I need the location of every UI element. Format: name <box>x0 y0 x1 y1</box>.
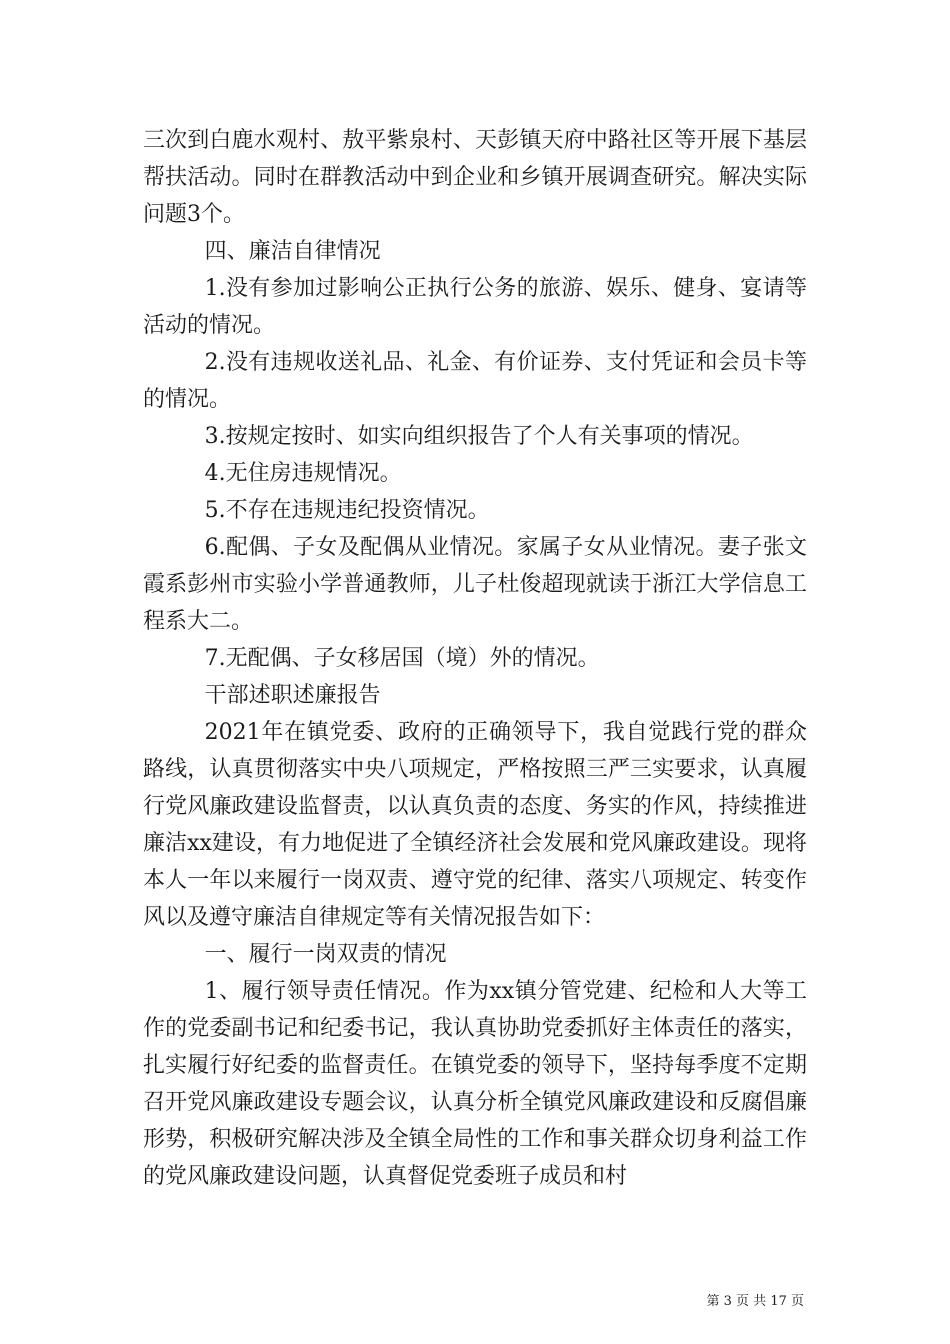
list-item-3: 3.按规定按时、如实向组织报告了个人有关事项的情况。 <box>204 424 754 449</box>
document-body <box>143 122 807 1195</box>
list-item-5: 5.不存在违规违纪投资情况。 <box>204 498 490 523</box>
report-intro-paragraph: 2021年在镇党委、政府的正确领导下，我自觉践行党的群众路线，认真贯彻落实中央八项规定，严格按照三严三实要求，认真履行党风廉政建设监督责，以认真负责的态度、务实的作风，持续推进廉洁xx建设，有力地促进了全镇经济社会发展和党风廉政建设。现将本人一年以来履行一岗双责、遵守党的纪律、落实八项规定、转变作风以及遵守廉洁自律规定等有关情况报告如下： <box>143 720 807 930</box>
list-item-6: 6.配偶、子女及配偶从业情况。家属子女从业情况。妻子张文霞系彭州市实验小学普通教师，儿子杜俊超现就读于浙江大学信息工程系大二。 <box>143 535 807 634</box>
list-item-1: 1.没有参加过影响公正执行公务的旅游、娱乐、健身、宴请等活动的情况。 <box>143 276 807 338</box>
duties-paragraph-1: 1、履行领导责任情况。作为xx镇分管党建、纪检和人大等工作的党委副书记和纪委书记，我认真协助党委抓好主体责任的落实，扎实履行好纪委的监督责任。在镇党委的领导下，坚持每季度不定期召开党风廉政建设专题会议，认真分析全镇党风廉政建设和反腐倡廉形势，积极研究解决涉及全镇全局性的工作和事关群众切身利益工作的党风廉政建设问题，认真督促党委班子成员和村 <box>143 979 807 1189</box>
report-title: 干部述职述廉报告 <box>204 683 381 708</box>
list-item-4: 4.无住房违规情况。 <box>204 461 402 486</box>
section-heading-integrity: 四、廉洁自律情况 <box>204 239 381 264</box>
section-heading-duties: 一、履行一岗双责的情况 <box>204 942 447 967</box>
paragraph-continuation: 三次到白鹿水观村、敖平紫泉村、天彭镇天府中路社区等开展下基层帮扶活动。同时在群教活动中到企业和乡镇开展调查研究。解决实际问题3个。 <box>143 128 807 227</box>
page-number-footer: 第 3 页 共 17 页 <box>706 1294 804 1309</box>
list-item-2: 2.没有违规收送礼品、礼金、有价证券、支付凭证和会员卡等的情况。 <box>143 350 807 412</box>
list-item-7: 7.无配偶、子女移居国（境）外的情况。 <box>204 646 600 671</box>
